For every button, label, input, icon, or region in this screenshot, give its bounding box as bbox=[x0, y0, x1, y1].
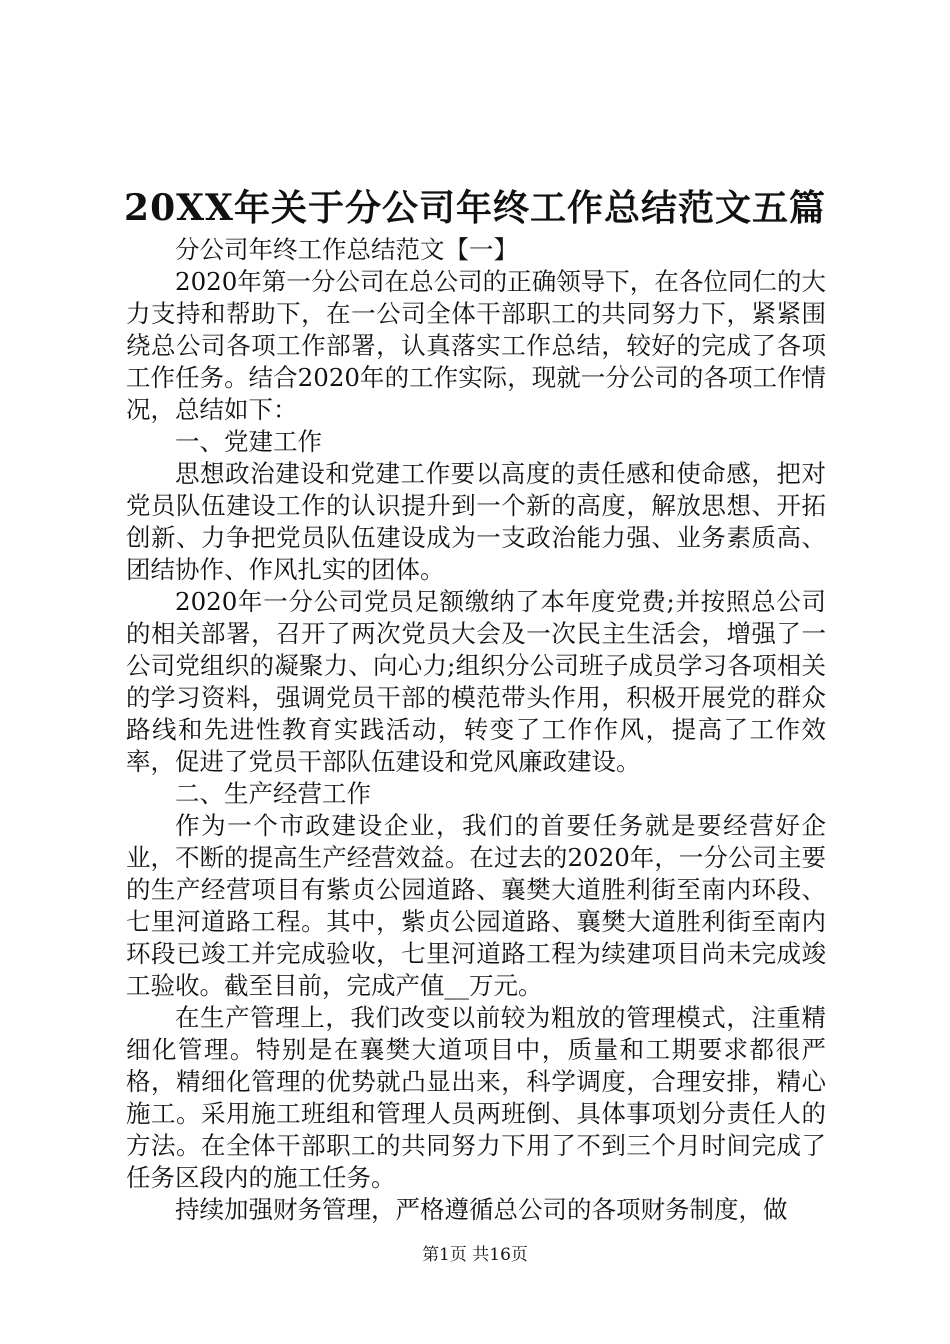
document-body bbox=[126, 234, 826, 1226]
section-heading: 二、生产经营工作 bbox=[175, 779, 371, 808]
paragraph: 思想政治建设和党建工作要以高度的责任感和使命感，把对党员队伍建设工作的认识提升到一个新的高度，解放思想、开拓创新、力争把党员队伍建设成为一支政治能力强、业务素质高、团结协作、作风扎实的团体。 bbox=[126, 459, 826, 584]
section-subtitle: 分公司年终工作总结范文【一】 bbox=[175, 235, 518, 264]
page-footer: 第1页 共16页 bbox=[422, 1245, 528, 1265]
paragraph: 2020年一分公司党员足额缴纳了本年度党费;并按照总公司的相关部署，召开了两次党员大会及一次民主生活会，增强了一公司党组织的凝聚力、向心力;组织分公司班子成员学习各项相关的学习资料，强调党员干部的模范带头作用，积极开展党的群众路线和先进性教育实践活动，转变了工作作风，提高了工作效率，促进了党员干部队伍建设和党风廉政建设。 bbox=[126, 587, 826, 776]
section-heading: 一、党建工作 bbox=[175, 427, 322, 456]
document-title: 20XX年关于分公司年终工作总结范文五篇 bbox=[124, 187, 826, 229]
paragraph: 在生产管理上，我们改变以前较为粗放的管理模式，注重精细化管理。特别是在襄樊大道项目中，质量和工期要求都很严格，精细化管理的优势就凸显出来，科学调度，合理安排，精心施工。采用施工班组和管理人员两班倒、具体事项划分责任人的方法。在全体干部职工的共同努力下用了不到三个月时间完成了任务区段内的施工任务。 bbox=[126, 1003, 826, 1192]
paragraph: 作为一个市政建设企业，我们的首要任务就是要经营好企业，不断的提高生产经营效益。在过去的2020年，一分公司主要的生产经营项目有紫贞公园道路、襄樊大道胜利街至南内环段、七里河道路工程。其中，紫贞公园道路、襄樊大道胜利街至南内环段已竣工并完成验收，七里河道路工程为续建项目尚未完成竣工验收。截至目前，完成产值__万元。 bbox=[126, 811, 826, 1000]
paragraph: 持续加强财务管理，严格遵循总公司的各项财务制度，做 bbox=[175, 1195, 788, 1224]
paragraph: 2020年第一分公司在总公司的正确领导下，在各位同仁的大力支持和帮助下，在一公司全体干部职工的共同努力下，紧紧围绕总公司各项工作部署，认真落实工作总结，较好的完成了各项工作任务。结合2020年的工作实际，现就一分公司的各项工作情况，总结如下： bbox=[126, 267, 826, 424]
